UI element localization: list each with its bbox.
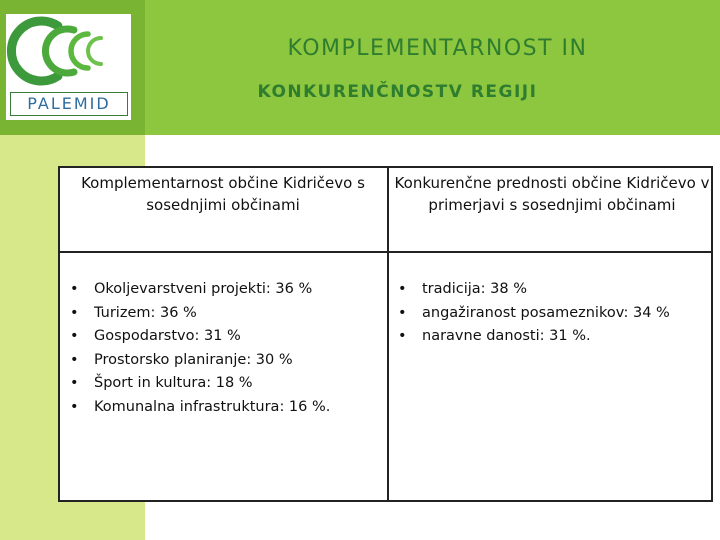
list-item-text: Gospodarstvo: 31 % bbox=[94, 328, 241, 344]
list-item bbox=[398, 278, 712, 302]
list-item bbox=[398, 325, 712, 349]
list-item bbox=[70, 302, 386, 326]
logo-area bbox=[0, 0, 145, 135]
bullet-icon: • bbox=[70, 328, 79, 344]
list-item-text: Komunalna infrastruktura: 16 %. bbox=[94, 398, 331, 415]
list-item-text: tradicija: 38 % bbox=[422, 281, 528, 297]
bullet-icon: • bbox=[70, 351, 79, 368]
logo-arcs-icon bbox=[6, 14, 131, 94]
list-item bbox=[398, 302, 712, 326]
list-item-text: Turizem: 36 % bbox=[94, 304, 197, 321]
list-item-text: Okoljevarstveni projekti: 36 % bbox=[94, 281, 313, 297]
bullet-icon: • bbox=[70, 281, 79, 297]
list-item bbox=[70, 396, 386, 420]
bullet-icon: • bbox=[70, 375, 79, 391]
left-column-header: Komplementarnost občine Kidričevo s sosednjimi občinami bbox=[81, 174, 365, 214]
right-column-header: Konkurenčne prednosti občine Kidričevo v primerjavi s sosednjimi občinami bbox=[394, 174, 710, 214]
list-item-text: Šport in kultura: 18 % bbox=[94, 375, 253, 391]
bullet-icon: • bbox=[398, 304, 407, 321]
header-divider bbox=[60, 251, 711, 253]
list-item bbox=[70, 349, 386, 373]
list-item-text: naravne danosti: 31 %. bbox=[422, 328, 591, 344]
bullet-icon: • bbox=[398, 281, 407, 297]
list-item-text: angažiranost posameznikov: 34 % bbox=[422, 304, 670, 321]
bullet-icon: • bbox=[398, 328, 407, 344]
logo-wordmark: PALEMID bbox=[10, 92, 128, 116]
column-divider bbox=[387, 168, 389, 500]
list-item bbox=[70, 325, 386, 349]
bullet-icon: • bbox=[70, 398, 79, 415]
list-item bbox=[70, 278, 386, 302]
comparison-table bbox=[58, 166, 713, 502]
competitive-advantages-list bbox=[398, 278, 712, 349]
complementarity-list bbox=[70, 278, 386, 419]
list-item bbox=[70, 372, 386, 396]
list-item-text: Prostorsko planiranje: 30 % bbox=[94, 351, 293, 368]
bullet-icon: • bbox=[70, 304, 79, 321]
logo bbox=[6, 14, 131, 120]
page-title-line-2: KONKURENČNOSTV REGIJI bbox=[257, 82, 538, 102]
page-title-line-1: KOMPLEMENTARNOST IN bbox=[287, 36, 588, 61]
